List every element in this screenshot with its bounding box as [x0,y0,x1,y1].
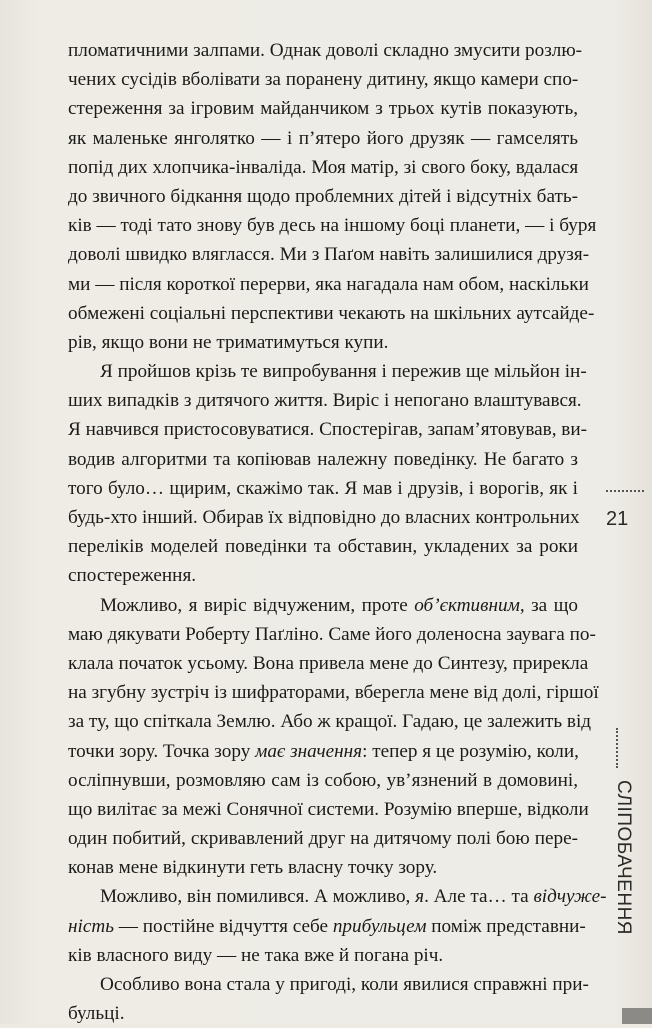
text-line: один побитий, скривавлений друг на дитячому полі бою пере- [68,828,578,850]
text-line: як маленьке янголятко — і п’ятеро його друзяк — гамселять [68,127,578,149]
text-line: ків — тоді тато знову був десь на іншому боці планети, — і буря [68,215,597,237]
text-line: переліків моделей поведінки та обставин, укладених за роки [68,536,578,558]
text-line: бульці. [68,1003,125,1025]
text-line: ших випадків з дитячого життя. Виріс і непогано влаштувався. [68,390,582,412]
text-line: до звичного бідкання щодо проблемних дітей і відсутніх бать- [68,185,578,207]
text-line: маю дякувати Роберту Паґліно. Саме його доленосна заувага по- [68,623,596,645]
text-line: на згубну зустріч із шифраторами, вберегла мене від долі, гіршої [68,682,599,704]
text-line: попід дих хлопчика-інваліда. Моя матір, зі свого боку, вдалася [68,156,579,178]
text-line: будь-хто інший. Обирав їх відповідно до власних контрольних [68,507,580,528]
dotted-rule-side [616,728,618,768]
text-line: Можливо, я виріс відчуженим, проте об’єктивним, за що [100,594,578,616]
dotted-rule-top [606,490,644,492]
text-line: ми — після короткої перерви, яка нагадала нам обом, наскільки [68,273,589,295]
text-line: доволі швидко влягласся. Ми з Паґом навіть залишилися друзя- [68,244,590,266]
text-line: конав мене відкинути геть власну точку зору. [68,857,438,879]
text-line: осліпнувши, розмовляю сам із собою, ув’язнений в домовині, [68,769,578,791]
text-line: Я навчився пристосовуватися. Спостерігав, запам’ятовував, ви- [68,419,588,441]
running-title: СЛІПОБАЧЕННЯ [613,780,634,936]
text-line: пломатичними залпами. Однак доволі складно змусити розлю- [68,40,583,61]
text-line: ність — постійне відчуття себе прибульцем поміж представни- [68,915,586,937]
text-line: Особливо вона стала у пригоді, коли явилися справжні при- [100,974,589,995]
page-number: 21 [606,508,629,530]
text-line: того було… щирим, скажімо так. Я мав і друзів, і ворогів, як і [68,477,578,499]
text-line: точки зору. Точка зору має значення: тепер я це розумію, коли, [68,740,579,762]
text-line: спостереження. [68,565,197,587]
text-line: водив алгоритми та копіював належну поведінку. Не багато з [68,448,578,470]
page-edge-mark [622,1008,652,1024]
text-line: що вилітає за межі Сонячної системи. Розумію вперше, відколи [68,798,589,820]
text-line: стереження за ігровим майданчиком з трьох кутів показують, [68,98,578,120]
text-line: ків власного виду — не така вже й погана річ. [68,944,444,966]
text-line: за ту, що спіткала Землю. Або ж кращої. Гадаю, це залежить від [68,711,592,733]
body-text [68,36,607,1028]
text-line: рів, якщо вони не триматимуться купи. [68,331,389,353]
text-line: обмежені соціальні перспективи чекають на шкільних аутсайде- [68,302,595,324]
text-line: чених сусідів вболівати за поранену дитину, якщо камери спо- [68,69,579,91]
text-line: клала початок усьому. Вона привела мене до Синтезу, прирекла [68,652,589,674]
text-line: Можливо, він помилився. А можливо, я. Але та… та відчуже- [100,886,607,908]
text-line: Я пройшов крізь те випробування і пережив ще мільйон ін- [100,361,587,383]
